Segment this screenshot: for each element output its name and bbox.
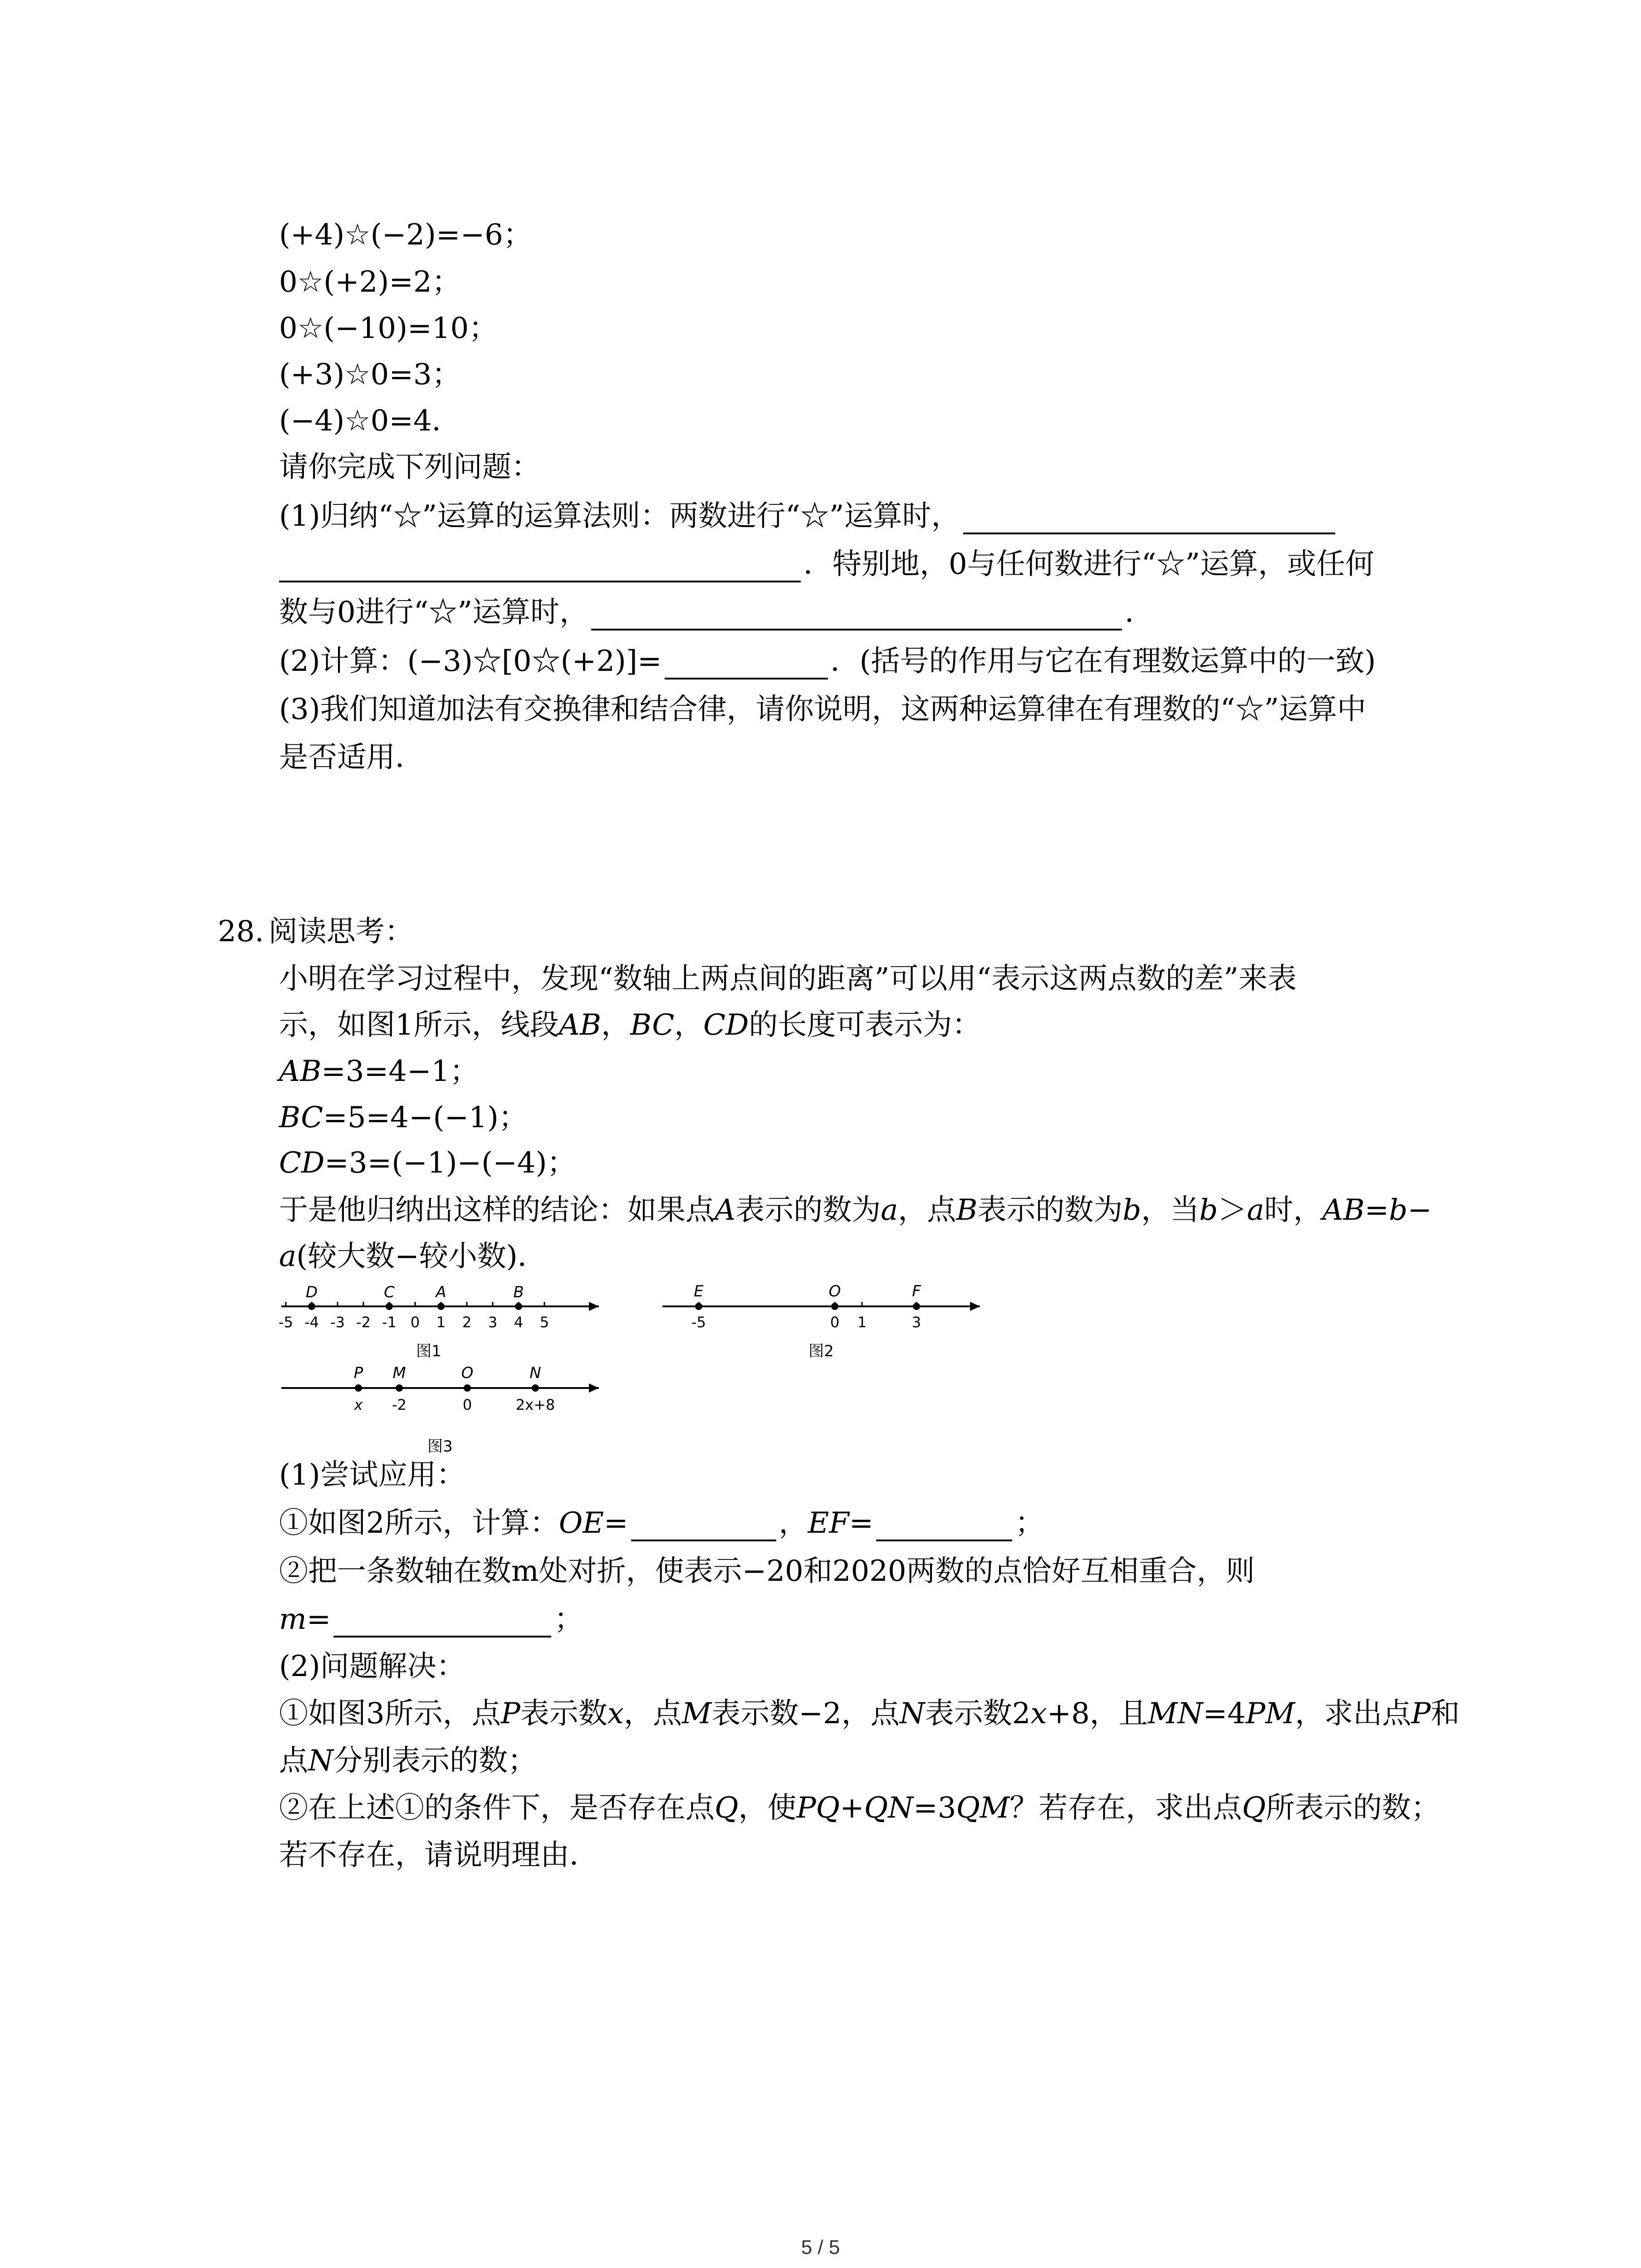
fig1-tick-label-3: -2 xyxy=(356,1314,371,1331)
s2-2-line-1 xyxy=(279,1790,1440,1826)
c1-A: A xyxy=(715,1193,736,1227)
number-line-fig2 xyxy=(653,1266,989,1365)
fig1-tick-label-2: -3 xyxy=(330,1314,345,1331)
prior-line-5: (−4)☆0=4． xyxy=(279,404,461,438)
s2-2-line-2: 若不存在，请说明理由． xyxy=(279,1838,598,1872)
fig2-arrow xyxy=(970,1302,980,1311)
fig1-point-a xyxy=(437,1303,445,1310)
q2-text-b: ．(括号的作用与它在有理数运算中的一致) xyxy=(830,645,1376,678)
eq-cd-label: CD xyxy=(279,1146,325,1180)
intro2-comma-1: ， xyxy=(601,1008,630,1042)
s22-b: ，使 xyxy=(738,1791,797,1825)
q1-line-3 xyxy=(279,594,1154,631)
s21b-b: 分别表示的数； xyxy=(333,1744,537,1778)
s2-1-line-1 xyxy=(279,1696,1460,1732)
segment-cd: CD xyxy=(703,1008,749,1042)
s21-MN: MN xyxy=(1147,1697,1203,1730)
fig3-caption: 图3 xyxy=(427,1437,453,1456)
s2-1-line-2 xyxy=(279,1743,537,1779)
c1-g: 时， xyxy=(1264,1193,1323,1227)
q1-text-1: (1)归纳“☆”运算的运算法则：两数进行“☆”运算时， xyxy=(279,499,960,533)
fig1-tick-label-7: 2 xyxy=(462,1314,472,1331)
fig1-point-c xyxy=(386,1303,393,1310)
m-eq: = xyxy=(306,1603,331,1636)
page-footer: 5 / 5 xyxy=(801,2236,840,2258)
q3-line-1: (3)我们知道加法有交换律和结合律，请你说明，这两种运算律在有理数的“☆”运算中 xyxy=(279,693,1367,726)
eq-bc-label: BC xyxy=(279,1101,323,1134)
c1-b: 表示的数为 xyxy=(735,1193,881,1227)
c1-B: B xyxy=(956,1193,978,1227)
s1-2-line: ②把一条数轴在数m处对折，使表示−20和2020两数的点恰好互相重合，则 xyxy=(279,1554,1255,1588)
fig2-tick-label-2: 1 xyxy=(857,1314,867,1331)
fig1-point-b xyxy=(515,1303,522,1310)
s22-e: ？若存在，求出点 xyxy=(1009,1791,1242,1825)
s22-f: 所表示的数； xyxy=(1265,1791,1440,1825)
fig1-point-label-2: A xyxy=(436,1283,446,1301)
fig1-tick-label-4: -1 xyxy=(382,1314,397,1331)
fig3-point-label-3: N xyxy=(529,1364,541,1382)
equation-cd xyxy=(279,1145,576,1181)
q1-line-2 xyxy=(279,546,1374,582)
figure-2 xyxy=(653,1266,989,1367)
c1-vb: b xyxy=(1122,1193,1141,1227)
fig3-point-m xyxy=(396,1384,403,1392)
q1-blank-1[interactable] xyxy=(963,503,1335,534)
s1-line: (1)尝试应用： xyxy=(279,1458,465,1492)
c1-a: 于是他归纳出这样的结论：如果点 xyxy=(279,1193,715,1227)
s22-d: =3 xyxy=(913,1791,956,1825)
intro2-comma-2: ， xyxy=(674,1008,704,1042)
q3-line-2: 是否适用． xyxy=(279,741,424,774)
m-answer-blank[interactable] xyxy=(333,1606,551,1637)
fig1-point-label-3: B xyxy=(513,1283,524,1301)
p28-intro-1: 小明在学习过程中，发现“数轴上两点间的距离”可以用“表示这两点数的差”来表 xyxy=(279,962,1297,996)
s1-1-ef: EF xyxy=(808,1506,849,1540)
problem-heading: 阅读思考： xyxy=(268,915,414,948)
s1-2b-line xyxy=(279,1601,583,1637)
s1-1-oe: OE xyxy=(558,1506,604,1540)
q1-text-3-end: ． xyxy=(1125,596,1154,629)
s22-PQ: PQ xyxy=(796,1791,840,1825)
conclusion-line-1 xyxy=(279,1192,1432,1228)
s22-a: ②在上述①的条件下，是否存在点 xyxy=(279,1791,715,1825)
s21-b: 表示数 xyxy=(520,1697,607,1730)
m-var: m xyxy=(279,1603,307,1636)
p28-heading-line xyxy=(218,914,414,950)
c1-d: 表示的数为 xyxy=(977,1193,1123,1227)
fig1-point-d xyxy=(308,1303,315,1310)
prior-line-3: 0☆(−10)=10； xyxy=(279,312,498,345)
q1-blank-3[interactable] xyxy=(591,599,1122,631)
fig3-point-label-0: P xyxy=(353,1364,363,1382)
equation-ab xyxy=(279,1053,479,1090)
fig3-point-o xyxy=(464,1384,471,1392)
fig2-point-e xyxy=(695,1303,702,1310)
s1-1-end: ； xyxy=(1015,1506,1044,1540)
fig3-point-p xyxy=(355,1384,362,1392)
q2-line xyxy=(279,643,1376,679)
s21-f: +8，且 xyxy=(1047,1697,1148,1730)
fig3-point-label-1: M xyxy=(392,1364,406,1382)
s22-QN: QN xyxy=(864,1791,914,1825)
s21-e: 表示数2 xyxy=(925,1697,1031,1730)
segment-bc: BC xyxy=(630,1008,675,1042)
prompt-line: 请你完成下列问题： xyxy=(279,450,540,484)
figure-3 xyxy=(272,1361,608,1467)
s21-P2: P xyxy=(1411,1697,1431,1730)
s21-PM: PM xyxy=(1245,1697,1295,1730)
c2-va: a xyxy=(279,1240,297,1273)
q1-blank-2[interactable] xyxy=(279,551,801,582)
c1-f: ＞ xyxy=(1218,1193,1247,1227)
fig2-point-label-2: F xyxy=(912,1282,921,1300)
oe-answer-blank[interactable] xyxy=(631,1510,776,1541)
fig2-tick-label-3: 3 xyxy=(911,1314,921,1331)
fig2-point-f xyxy=(913,1303,920,1310)
figure-1 xyxy=(272,1279,608,1367)
s22-Q: Q xyxy=(715,1791,739,1825)
p28-intro-2 xyxy=(279,1007,981,1043)
s22-c: + xyxy=(840,1791,864,1825)
fig3-tick-label-3: 2x+8 xyxy=(515,1396,555,1413)
prior-line-4: (+3)☆0=3； xyxy=(279,358,461,391)
equation-bc xyxy=(279,1100,528,1136)
problem-number: 28. xyxy=(218,915,264,948)
s21-i: 和 xyxy=(1430,1697,1460,1730)
q1-text-3: 数与0进行“☆”运算时， xyxy=(279,596,589,629)
fig3-arrow xyxy=(589,1383,599,1393)
c1-vb3: b xyxy=(1389,1193,1408,1227)
intro2-text-b: 的长度可表示为： xyxy=(749,1008,981,1042)
c2-text: (较大数−较小数)． xyxy=(296,1240,547,1273)
s21-g: =4 xyxy=(1203,1697,1246,1730)
s1-1-eq1: = xyxy=(603,1506,628,1540)
fig2-point-o xyxy=(831,1303,838,1310)
eq-ab-label: AB xyxy=(279,1055,322,1088)
fig1-tick-label-10: 5 xyxy=(539,1314,549,1331)
fig1-tick-label-6: 1 xyxy=(436,1314,446,1331)
s1-1-line xyxy=(279,1505,1044,1541)
fig2-caption: 图2 xyxy=(808,1342,834,1360)
s1-1-comma: ， xyxy=(779,1506,808,1540)
fig3-point-label-2: O xyxy=(461,1364,474,1382)
s21-a: ①如图3所示，点 xyxy=(279,1697,501,1730)
fig2-point-label-1: O xyxy=(828,1282,841,1300)
q2-text-a: (2)计算：(−3)☆[0☆(+2)]= xyxy=(279,645,662,678)
c1-va: a xyxy=(881,1193,898,1227)
s22-Q2: Q xyxy=(1242,1791,1266,1825)
fig1-point-label-0: D xyxy=(305,1283,318,1301)
eq-ab-expr: =3=4−1； xyxy=(321,1055,479,1088)
conclusion-line-2 xyxy=(279,1238,547,1275)
c1-c: ，点 xyxy=(898,1193,956,1227)
q2-blank[interactable] xyxy=(665,648,828,679)
s21b-a: 点 xyxy=(279,1744,308,1778)
prior-line-2: 0☆(+2)=2； xyxy=(279,265,461,299)
number-line-fig3 xyxy=(272,1361,608,1465)
fig2-point-label-0: E xyxy=(694,1282,704,1300)
s21-N: N xyxy=(899,1697,925,1730)
fig1-point-label-1: C xyxy=(384,1283,395,1301)
q1-text-2: ．特别地，0与任何数进行“☆”运算，或任何 xyxy=(803,547,1375,581)
fig1-tick-label-5: 0 xyxy=(410,1314,420,1331)
s22-QM: QM xyxy=(956,1791,1010,1825)
c1-vb2: b xyxy=(1199,1193,1218,1227)
fig1-tick-label-1: -4 xyxy=(304,1314,319,1331)
eq-cd-expr: =3=(−1)−(−4)； xyxy=(324,1146,576,1180)
q1-line-1 xyxy=(279,498,1338,534)
fig2-tick-label-0: -5 xyxy=(691,1314,706,1331)
fig1-caption: 图1 xyxy=(416,1342,441,1360)
c1-va2: a xyxy=(1247,1193,1264,1227)
c1-h: = xyxy=(1364,1193,1389,1227)
c1-i: − xyxy=(1407,1193,1432,1227)
c1-AB: AB xyxy=(1322,1193,1365,1227)
intro2-text-a: 示，如图1所示，线段 xyxy=(279,1008,559,1042)
s21-c: ，点 xyxy=(623,1697,682,1730)
s2-line: (2)问题解决： xyxy=(279,1650,465,1683)
s21-h: ，求出点 xyxy=(1295,1697,1411,1730)
s21-x: x xyxy=(607,1697,624,1730)
s21-x2: x xyxy=(1030,1697,1047,1730)
s21-d: 表示数−2，点 xyxy=(711,1697,900,1730)
fig3-tick-label-0: x xyxy=(354,1396,363,1413)
fig3-point-n xyxy=(532,1384,539,1392)
m-end: ； xyxy=(554,1603,583,1636)
c1-e: ，当 xyxy=(1141,1193,1200,1227)
s21-M: M xyxy=(681,1697,712,1730)
fig3-tick-label-1: -2 xyxy=(392,1396,407,1413)
fig1-tick-label-9: 4 xyxy=(514,1314,524,1331)
fig1-tick-label-0: -5 xyxy=(279,1314,293,1331)
prior-line-1: (+4)☆(−2)=−6； xyxy=(279,218,532,252)
eq-bc-expr: =5=4−(−1)； xyxy=(323,1101,528,1134)
s21b-N: N xyxy=(308,1744,333,1778)
fig3-tick-label-2: 0 xyxy=(462,1396,472,1413)
number-line-fig1 xyxy=(272,1279,608,1365)
fig2-tick-label-1: 0 xyxy=(830,1314,840,1331)
fig1-arrow xyxy=(589,1302,599,1311)
s21-P: P xyxy=(500,1697,520,1730)
s1-1-eq2: = xyxy=(849,1506,874,1540)
fig1-tick-label-8: 3 xyxy=(488,1314,498,1331)
ef-answer-blank[interactable] xyxy=(876,1510,1012,1541)
s1-1-a: ①如图2所示，计算： xyxy=(279,1506,559,1540)
segment-ab: AB xyxy=(558,1008,601,1042)
